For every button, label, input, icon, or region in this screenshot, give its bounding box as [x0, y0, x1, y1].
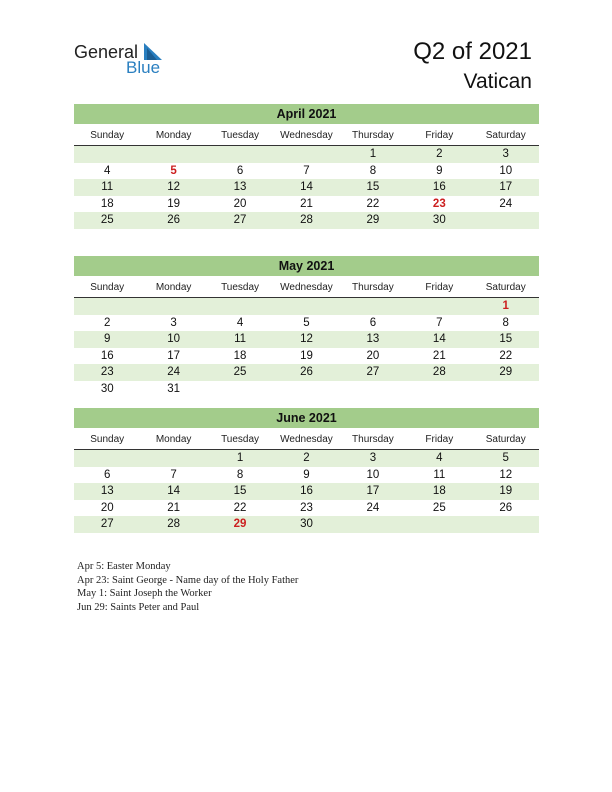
week-row [74, 331, 539, 348]
month-june [74, 408, 539, 533]
day-cell [140, 450, 206, 467]
holiday-note: Jun 29: Saints Peter and Paul [77, 601, 200, 613]
day-cell [340, 516, 406, 533]
day-cell: 13 [233, 181, 247, 194]
day-cell: 15 [499, 333, 513, 346]
day-cell: 4 [236, 316, 244, 329]
day-cell [207, 381, 273, 398]
day-cell: 14 [167, 485, 181, 498]
day-cell: 17 [167, 349, 181, 362]
day-cell [74, 146, 140, 163]
day-cell: 8 [369, 164, 377, 177]
day-cell: 2 [436, 148, 443, 160]
day-cell [273, 298, 339, 315]
week-row [74, 298, 539, 315]
day-cell: 18 [233, 349, 247, 362]
day-cell: 18 [432, 485, 446, 498]
day-cell: 23 [100, 366, 114, 379]
day-cell [406, 516, 472, 533]
day-cell [74, 450, 140, 467]
day-cell: 24 [499, 197, 513, 210]
day-cell: 22 [366, 197, 380, 210]
day-cell: 23 [300, 501, 313, 514]
weekday-label: Saturday [485, 130, 526, 141]
day-cell: 29 [233, 518, 247, 531]
weekday-label: Sunday [90, 130, 125, 141]
logo [74, 42, 184, 78]
holiday-note: Apr 23: Saint George - Name day of the Holy Father [77, 574, 299, 586]
day-cell: 25 [432, 501, 446, 514]
day-cell: 8 [236, 468, 244, 481]
day-cell: 21 [167, 501, 181, 514]
day-cell: 9 [104, 333, 111, 346]
month-may [74, 256, 539, 398]
day-cell [340, 381, 406, 398]
day-cell: 6 [104, 468, 111, 481]
day-cell: 9 [436, 164, 443, 177]
day-cell: 30 [432, 214, 446, 227]
day-cell: 5 [170, 164, 177, 177]
day-cell [140, 146, 206, 163]
day-cell [473, 381, 539, 398]
week-row [74, 179, 539, 196]
week-row [74, 467, 539, 484]
weekday-label: Sunday [90, 434, 125, 445]
weekday-label: Saturday [485, 282, 526, 293]
day-cell: 1 [236, 452, 244, 464]
day-cell: 3 [369, 452, 377, 464]
weekday-label: Wednesday [280, 130, 333, 141]
day-cell [273, 146, 339, 163]
weekday-label: Thursday [352, 130, 394, 141]
day-cell [406, 298, 472, 315]
weekday-label: Tuesday [221, 130, 260, 141]
week-row [74, 450, 539, 467]
weekday-label: Thursday [352, 434, 394, 445]
holiday-note: Apr 5: Easter Monday [77, 561, 171, 572]
day-cell [207, 298, 273, 315]
weekday-label: Monday [155, 282, 192, 293]
day-cell: 27 [100, 518, 114, 531]
day-cell: 19 [167, 197, 181, 210]
weekday-label: Monday [155, 434, 192, 445]
day-cell: 1 [369, 148, 377, 160]
day-cell: 17 [499, 181, 513, 194]
day-cell: 29 [366, 214, 380, 227]
day-cell: 20 [233, 197, 247, 210]
day-cell: 13 [100, 485, 114, 498]
day-cell: 17 [366, 485, 380, 498]
day-cell: 20 [100, 501, 114, 514]
day-cell: 26 [499, 501, 513, 514]
week-row [74, 516, 539, 533]
day-cell: 26 [300, 366, 313, 379]
day-cell [473, 212, 539, 229]
day-cell: 18 [100, 197, 114, 210]
day-cell: 24 [366, 501, 380, 514]
day-cell: 6 [236, 164, 244, 177]
page-title: Q2 of 2021 [413, 38, 532, 65]
day-cell: 11 [433, 468, 446, 481]
month-april [74, 104, 539, 229]
day-cell: 2 [303, 452, 310, 464]
day-cell: 10 [366, 468, 380, 481]
week-row [74, 500, 539, 517]
day-cell: 12 [300, 333, 313, 346]
day-cell: 22 [499, 349, 513, 362]
logo-general-text: General [74, 42, 139, 62]
day-cell: 4 [436, 452, 443, 464]
day-cell: 28 [300, 214, 313, 227]
day-cell: 23 [432, 197, 446, 210]
weekday-label: Friday [425, 434, 454, 445]
day-cell: 16 [300, 485, 313, 498]
weekday-header-row [74, 280, 539, 298]
day-cell: 28 [432, 366, 446, 379]
day-cell: 29 [499, 366, 513, 379]
day-cell: 8 [502, 316, 509, 329]
day-cell: 25 [100, 214, 114, 227]
weekday-label: Sunday [90, 282, 125, 293]
day-cell: 12 [167, 181, 181, 194]
day-cell: 14 [300, 181, 313, 194]
day-cell: 2 [104, 316, 111, 329]
week-row [74, 483, 539, 500]
day-cell: 6 [369, 316, 377, 329]
day-cell: 3 [170, 316, 177, 329]
day-cell: 9 [303, 468, 310, 481]
day-cell: 22 [233, 501, 247, 514]
weekday-header-row [74, 432, 539, 450]
weekday-label: Wednesday [280, 434, 333, 445]
weekday-label: Tuesday [221, 434, 260, 445]
weekday-header-row [74, 128, 539, 146]
holiday-notes [77, 560, 298, 614]
month-title: June 2021 [74, 408, 539, 428]
day-cell: 7 [170, 468, 177, 481]
month-title: May 2021 [74, 256, 539, 276]
day-cell: 19 [499, 485, 513, 498]
weekday-label: Tuesday [221, 282, 260, 293]
holiday-note: May 1: Saint Joseph the Worker [77, 588, 212, 599]
day-cell: 14 [432, 333, 446, 346]
day-cell: 21 [300, 197, 313, 210]
day-cell: 1 [502, 300, 509, 312]
day-cell: 19 [300, 349, 313, 362]
day-cell: 4 [104, 164, 111, 177]
day-cell: 15 [366, 181, 380, 194]
week-row [74, 381, 539, 398]
day-cell [140, 298, 206, 315]
day-cell: 5 [303, 316, 310, 329]
day-cell: 27 [366, 366, 380, 379]
day-cell: 11 [234, 333, 247, 346]
month-title: April 2021 [74, 104, 539, 124]
day-cell [207, 146, 273, 163]
weekday-label: Saturday [485, 434, 526, 445]
day-cell: 30 [100, 382, 114, 395]
day-cell: 3 [502, 148, 509, 160]
day-cell: 31 [167, 382, 181, 395]
day-cell: 5 [502, 452, 509, 464]
weekday-label: Monday [155, 130, 192, 141]
weekday-label: Friday [425, 282, 454, 293]
week-row [74, 315, 539, 332]
weekday-label: Friday [425, 130, 454, 141]
weekday-label: Thursday [352, 282, 394, 293]
day-cell: 7 [436, 316, 443, 329]
week-row [74, 364, 539, 381]
week-row [74, 212, 539, 229]
week-row [74, 163, 539, 180]
day-cell: 20 [366, 349, 380, 362]
day-cell: 12 [499, 468, 513, 481]
day-cell: 27 [233, 214, 247, 227]
day-cell [473, 516, 539, 533]
week-row [74, 348, 539, 365]
day-cell: 13 [366, 333, 380, 346]
day-cell: 16 [100, 349, 114, 362]
day-cell: 26 [167, 214, 181, 227]
week-row [74, 146, 539, 163]
day-cell: 11 [101, 181, 114, 194]
day-cell: 25 [233, 366, 247, 379]
day-cell [74, 298, 140, 315]
day-cell: 16 [432, 181, 446, 194]
day-cell: 7 [303, 164, 310, 177]
day-cell: 30 [300, 518, 313, 531]
weekday-label: Wednesday [280, 282, 333, 293]
day-cell: 28 [167, 518, 181, 531]
day-cell: 10 [167, 333, 181, 346]
day-cell: 24 [167, 366, 181, 379]
day-cell: 10 [499, 164, 513, 177]
day-cell: 15 [233, 485, 247, 498]
day-cell: 21 [432, 349, 446, 362]
week-row [74, 196, 539, 213]
day-cell [273, 381, 339, 398]
country-name: Vatican [463, 70, 532, 93]
day-cell [406, 381, 472, 398]
day-cell [340, 298, 406, 315]
logo-blue-text: Blue [126, 58, 161, 77]
